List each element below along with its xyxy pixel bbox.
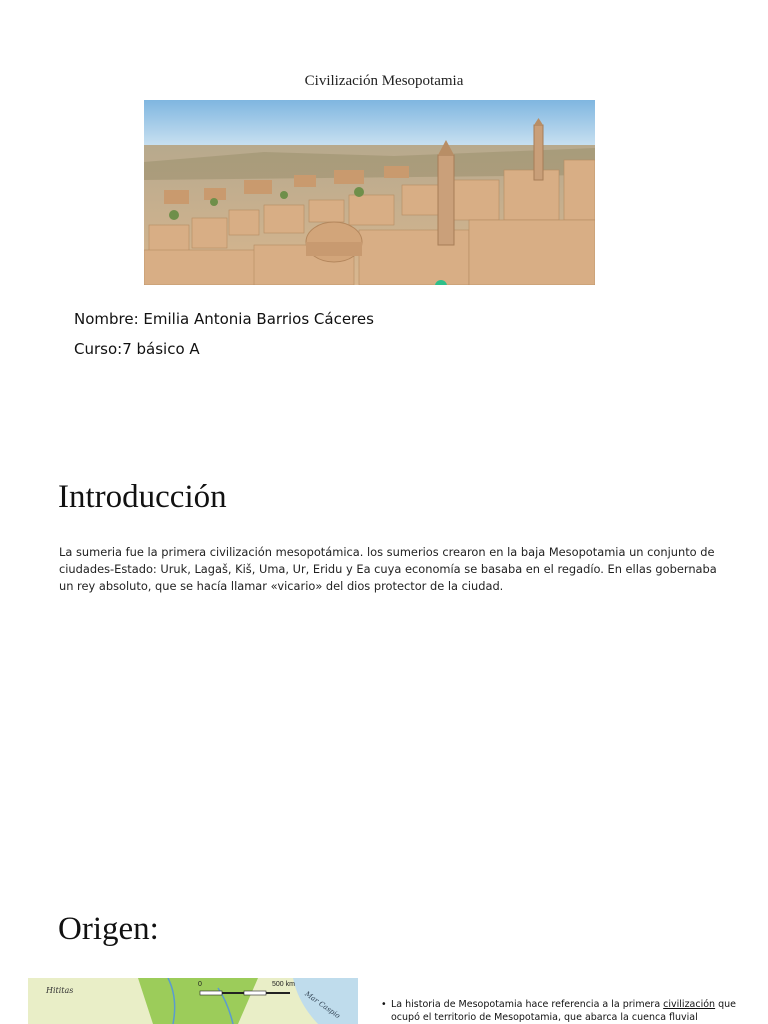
map-scale-zero: 0 [198, 981, 202, 988]
course-label: Curso:7 básico A [74, 340, 200, 358]
document-title: Civilización Mesopotamia [304, 73, 464, 89]
introduction-heading: Introducción [58, 479, 227, 515]
map-scale-label: 500 km [272, 981, 295, 988]
map-label-hititas: Hititas [46, 986, 74, 995]
bullet-text-end: que ocupó el territorio de Mesopotamia, que abarca la cuenca fluvial [391, 999, 737, 1023]
origin-bullet [381, 998, 741, 1024]
bullet-text-start: La historia de Mesopotamia hace referencia a la primera [391, 999, 664, 1010]
bullet-dot: • [381, 999, 387, 1010]
mesopotamia-map [28, 978, 358, 1024]
map-label-sea: Mar Caspio [303, 990, 342, 1021]
student-name: Nombre: Emilia Antonia Barrios Cáceres [74, 310, 374, 328]
civilizacion-link[interactable]: civilización [663, 999, 716, 1010]
mesopotamia-city-photo [144, 100, 595, 285]
introduction-body: La sumeria fue la primera civilización mesopotámica. los sumerios crearon en la baja Mesopotamia un conjunto de ciudades-Estado: Uruk, Lagaš, Kiš, Uma, Ur, Eridu y Ea cuya economía se basaba en el regadío. En ellas gobernaba un rey absoluto, que se hacía llamar «vicario» del dios protector de la ciudad. [59, 545, 717, 593]
origin-heading: Origen: [58, 911, 159, 947]
